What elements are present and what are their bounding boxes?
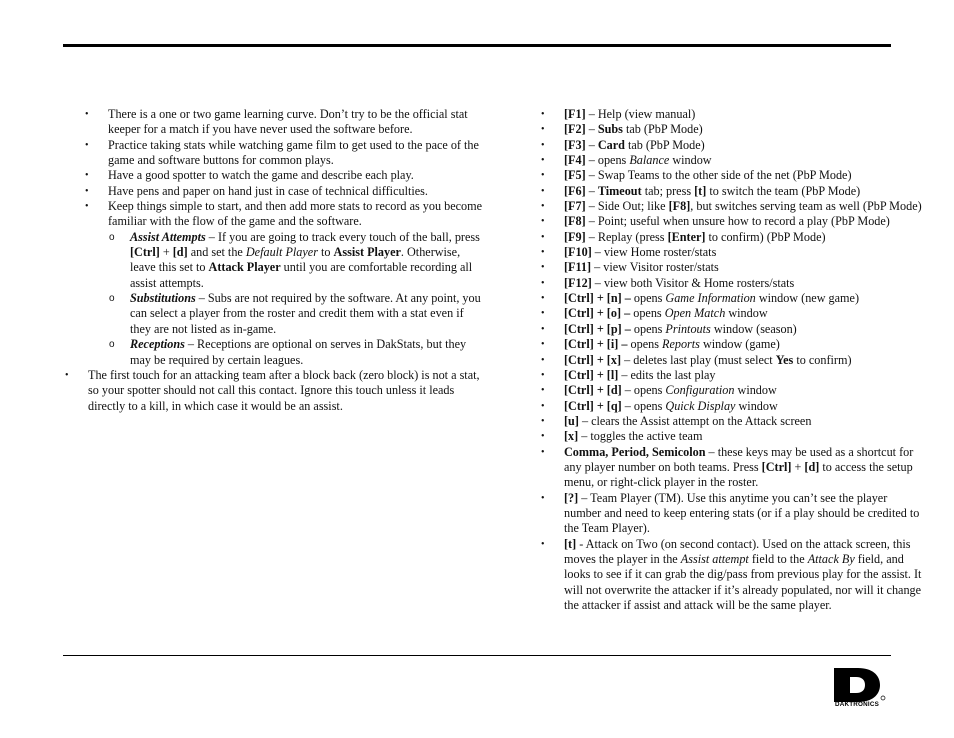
- bullet-icon: •: [85, 109, 89, 120]
- shortcuts-list: [532, 107, 924, 613]
- circle-bullet-icon: o: [109, 293, 115, 305]
- tip-item: [72, 199, 482, 368]
- text-run: Attack Player: [208, 260, 281, 275]
- text-run: [t]: [694, 183, 707, 198]
- bullet-icon: •: [541, 400, 545, 412]
- text-run: – Point; useful when unsure how to record a play (PbP Mode): [585, 214, 890, 229]
- shortcut-item: [532, 245, 924, 260]
- text-run: Assist Attempts: [130, 229, 206, 244]
- text-run: [d]: [804, 459, 820, 474]
- shortcut-item-text: [564, 199, 922, 213]
- bullet-icon: •: [541, 216, 545, 228]
- shortcut-item-text: [564, 491, 919, 536]
- shortcut-item: [532, 260, 924, 275]
- text-run: to confirm): [793, 352, 852, 367]
- text-run: [Ctrl] + [x]: [564, 352, 622, 367]
- text-run: [Ctrl] + [n] –: [564, 291, 631, 306]
- tip-item: [72, 168, 482, 183]
- bullet-icon: •: [541, 323, 545, 335]
- shortcut-item-text: [564, 245, 716, 259]
- text-run: [d]: [172, 245, 188, 260]
- text-run: [F9]: [564, 229, 586, 244]
- text-run: There is a one or two game learning curve. Don’t try to be the official stat keeper for a match if you have never used the software before.: [108, 107, 468, 137]
- text-run: tab (PbP Mode): [622, 122, 703, 137]
- text-run: tab; press: [641, 183, 695, 198]
- bullet-icon: •: [541, 415, 545, 427]
- text-run: window: [725, 306, 768, 321]
- tips-list: [65, 107, 482, 414]
- shortcut-item-text: [564, 168, 852, 182]
- text-run: Open Match: [664, 306, 726, 321]
- text-run: window: [735, 398, 778, 413]
- text-run: – Receptions are optional on serves in DakStats, but they may be required by certain leagues.: [130, 337, 467, 367]
- bullet-icon: •: [541, 124, 545, 136]
- shortcut-item: [532, 168, 924, 183]
- bullet-icon: •: [541, 277, 545, 289]
- text-run: and set the: [187, 245, 246, 260]
- text-run: [Ctrl]: [130, 245, 160, 260]
- text-run: . Otherwise, leave this set to: [130, 245, 461, 275]
- text-run: [Ctrl] + [o] –: [564, 306, 631, 321]
- text-run: The first touch for an attacking team after a block back (zero block) is not a stat, so your spotter should not call this contact. Ignore this touch unless it leads directly to a kill, in which case it would be an assist.: [88, 367, 480, 413]
- text-run: Have pens and paper on hand just in case of technical difficulties.: [108, 183, 428, 198]
- text-run: [F2]: [564, 122, 586, 137]
- bullet-icon: •: [541, 231, 545, 243]
- bullet-icon: •: [541, 109, 545, 120]
- bullet-icon: •: [541, 201, 545, 213]
- shortcut-item: [532, 107, 924, 122]
- shortcut-item: [532, 153, 924, 168]
- text-run: Reports: [662, 337, 700, 352]
- text-run: [Ctrl]: [761, 459, 792, 474]
- text-run: – Subs are not required by the software. At any point, you can select a player from the roster and credit them with a stat even if they are not listed as in-game.: [130, 291, 481, 336]
- text-run: tab (PbP Mode): [624, 137, 705, 152]
- footer-rule: [63, 655, 891, 656]
- text-run: [Ctrl] + [q]: [564, 398, 622, 413]
- text-run: – clears the Assist attempt on the Attack screen: [578, 413, 812, 428]
- circle-bullet-icon: o: [109, 231, 115, 243]
- bullet-icon: •: [85, 185, 89, 197]
- bullet-icon: •: [541, 339, 545, 351]
- shortcut-item: [532, 368, 924, 383]
- shortcut-item-text: [564, 306, 768, 320]
- tip-item: [72, 184, 482, 199]
- text-run: Receptions: [130, 337, 185, 352]
- text-run: Timeout: [597, 183, 642, 198]
- shortcut-item: [532, 184, 924, 199]
- text-run: Default Player: [245, 245, 318, 260]
- text-run: window (game): [699, 337, 780, 352]
- bullet-icon: •: [541, 446, 545, 458]
- text-run: – opens: [621, 398, 666, 413]
- text-run: window: [734, 383, 777, 398]
- text-run: – opens: [621, 383, 666, 398]
- shortcut-item: [532, 491, 924, 537]
- text-run: – opens: [585, 153, 630, 168]
- text-run: [F4]: [564, 153, 586, 168]
- text-run: [F7]: [564, 199, 586, 214]
- text-run: [Enter]: [667, 229, 706, 244]
- text-run: [F12]: [564, 275, 592, 290]
- shortcut-item: [532, 291, 924, 306]
- text-run: window (new game): [755, 291, 860, 306]
- text-run: Assist Player: [333, 245, 401, 260]
- shortcut-item-text: [564, 291, 859, 305]
- text-run: window: [669, 153, 712, 168]
- text-run: –: [585, 137, 598, 152]
- text-run: opens: [627, 337, 662, 352]
- shortcut-item: [532, 306, 924, 321]
- shortcut-item-text: [564, 153, 712, 167]
- shortcut-item: [532, 445, 924, 491]
- bullet-icon: •: [541, 293, 545, 305]
- tip-item-text: [108, 199, 482, 228]
- shortcut-item-text: [564, 445, 913, 490]
- shortcut-item: [532, 276, 924, 291]
- shortcut-item-text: [564, 138, 705, 152]
- sub-list-item: [108, 230, 482, 291]
- shortcut-item: [532, 399, 924, 414]
- bullet-icon: •: [541, 262, 545, 274]
- text-run: , but switches serving team as well (PbP Mode): [690, 199, 922, 214]
- shortcuts-column: [532, 107, 924, 613]
- shortcut-item: [532, 138, 924, 153]
- sub-list: [108, 230, 482, 368]
- bullet-icon: •: [541, 538, 545, 550]
- text-run: – view Visitor roster/stats: [591, 260, 719, 275]
- text-run: until you are comfortable recording all assist attempts.: [130, 260, 473, 290]
- shortcut-item-text: [564, 322, 797, 336]
- shortcut-item-text: [564, 383, 777, 397]
- shortcut-item: [532, 353, 924, 368]
- text-run: [Ctrl] + [i] –: [564, 337, 628, 352]
- bullet-icon: •: [85, 170, 89, 182]
- text-run: – view both Visitor & Home rosters/stats: [591, 275, 795, 290]
- text-run: Printouts: [665, 321, 711, 336]
- text-run: [Ctrl] + [d]: [564, 383, 622, 398]
- bullet-icon: •: [541, 170, 545, 182]
- text-run: [?]: [564, 490, 579, 505]
- shortcut-item: [532, 199, 924, 214]
- tip-item: [62, 368, 482, 414]
- tip-item-text: [108, 168, 414, 182]
- shortcut-item: [532, 322, 924, 337]
- text-run: – these keys may be used as a shortcut for any player number on both teams. Press: [564, 444, 914, 474]
- text-run: +: [159, 245, 173, 260]
- tip-item-text: [108, 184, 428, 198]
- shortcut-item: [532, 537, 924, 614]
- text-run: Comma, Period, Semicolon: [564, 444, 706, 459]
- bullet-icon: •: [541, 139, 545, 151]
- text-run: – view Home roster/stats: [591, 245, 717, 260]
- bullet-icon: •: [85, 139, 89, 151]
- text-run: Yes: [775, 352, 794, 367]
- shortcut-item-text: [564, 429, 702, 443]
- text-run: field, and looks to see if it can grab the dig/pass from previous play for the assist. It will not overwrite the attacker if it’s already populated, nor will it change the attacker if assist and attack will be the same player.: [564, 551, 922, 612]
- sub-list-item-text: [130, 230, 480, 290]
- bullet-icon: •: [541, 385, 545, 397]
- text-run: –: [585, 122, 598, 137]
- shortcut-item-text: [564, 414, 811, 428]
- shortcut-item: [532, 214, 924, 229]
- text-run: [Ctrl] + [l]: [564, 367, 619, 382]
- sub-list-item: [108, 291, 482, 337]
- text-run: Game Information: [665, 291, 756, 306]
- text-run: – Side Out; like: [585, 199, 669, 214]
- bullet-icon: •: [541, 155, 545, 167]
- text-run: – Help (view manual): [585, 107, 696, 121]
- text-run: field to the: [748, 551, 808, 566]
- shortcut-item-text: [564, 107, 695, 121]
- tip-item: [72, 107, 482, 138]
- header-rule: [63, 44, 891, 47]
- bullet-icon: •: [541, 492, 545, 504]
- text-run: [F1]: [564, 107, 586, 121]
- shortcut-item: [532, 337, 924, 352]
- text-run: –: [585, 183, 598, 198]
- text-run: to switch the team (PbP Mode): [706, 183, 861, 198]
- text-run: – Replay (press: [585, 229, 668, 244]
- bullet-icon: •: [541, 431, 545, 443]
- tips-column: [65, 107, 482, 414]
- text-run: +: [791, 459, 805, 474]
- text-run: Have a good spotter to watch the game and describe each play.: [108, 168, 414, 183]
- text-run: [F11]: [564, 260, 592, 275]
- text-run: Subs: [597, 122, 623, 137]
- text-run: Quick Display: [665, 398, 736, 413]
- shortcut-item: [532, 383, 924, 398]
- text-run: – If you are going to track every touch of the ball, press: [205, 229, 480, 244]
- text-run: [t]: [564, 536, 577, 551]
- tip-item-text: [108, 138, 479, 167]
- shortcut-item-text: [564, 230, 826, 244]
- text-run: [x]: [564, 429, 579, 444]
- shortcut-item-text: [564, 214, 890, 228]
- shortcut-item-text: [564, 276, 794, 290]
- text-run: Attack By: [807, 551, 855, 566]
- text-run: Substitutions: [130, 291, 196, 306]
- tip-item-text: [88, 368, 480, 413]
- sub-list-item-text: [130, 337, 466, 366]
- text-run: – Team Player (TM). Use this anytime you can’t see the player number and need to keep entering stats (or if a play should be credited to the Team Player).: [564, 490, 920, 536]
- text-run: Balance: [629, 153, 670, 168]
- text-run: – edits the last play: [618, 367, 716, 382]
- shortcut-item: [532, 230, 924, 245]
- text-run: to confirm) (PbP Mode): [705, 229, 826, 244]
- text-run: Card: [597, 137, 625, 152]
- shortcut-item-text: [564, 260, 719, 274]
- tip-item: [72, 138, 482, 169]
- bullet-icon: •: [541, 354, 545, 366]
- shortcut-item-text: [564, 368, 715, 382]
- bullet-icon: •: [541, 185, 545, 197]
- text-run: - Attack on Two (on second contact). Used on the attack screen, this moves the player in the: [564, 536, 911, 566]
- daktronics-logo-text: DAKTRONICS: [835, 701, 879, 708]
- shortcut-item-text: [564, 537, 921, 612]
- text-run: to access the setup menu, or right-click player in the roster.: [564, 459, 913, 490]
- bullet-icon: •: [541, 308, 545, 320]
- sub-list-item-text: [130, 291, 481, 336]
- shortcut-item-text: [564, 122, 703, 136]
- shortcut-item-text: [564, 353, 852, 367]
- text-run: window (season): [710, 321, 797, 336]
- bullet-icon: •: [541, 247, 545, 259]
- shortcut-item: [532, 414, 924, 429]
- text-run: Assist attempt: [680, 551, 749, 566]
- shortcut-item-text: [564, 184, 860, 198]
- bullet-icon: •: [65, 369, 69, 381]
- text-run: [Ctrl] + [p] –: [564, 321, 631, 336]
- text-run: [u]: [564, 413, 579, 428]
- text-run: [F3]: [564, 137, 586, 152]
- text-run: [F10]: [564, 245, 592, 260]
- text-run: – toggles the active team: [578, 429, 703, 444]
- text-run: opens: [630, 321, 666, 336]
- text-run: Practice taking stats while watching game film to get used to the pace of the game and software buttons for common plays.: [108, 137, 479, 168]
- text-run: [F6]: [564, 183, 586, 198]
- text-run: to: [317, 245, 334, 260]
- shortcut-item-text: [564, 337, 780, 351]
- shortcut-item-text: [564, 399, 778, 413]
- text-run: opens: [630, 306, 665, 321]
- tip-item-text: [108, 107, 468, 136]
- shortcut-item: [532, 429, 924, 444]
- sub-list-item: [108, 337, 482, 368]
- circle-bullet-icon: o: [109, 339, 115, 351]
- text-run: [F8]: [668, 199, 691, 214]
- bullet-icon: •: [541, 369, 545, 381]
- shortcut-item: [532, 122, 924, 137]
- text-run: Configuration: [665, 383, 735, 398]
- text-run: Keep things simple to start, and then add more stats to record as you become familiar with the flow of the game and the software.: [108, 199, 482, 229]
- bullet-icon: •: [85, 201, 89, 213]
- text-run: [F8]: [564, 214, 586, 229]
- text-run: – Swap Teams to the other side of the net (PbP Mode): [585, 168, 852, 183]
- text-run: [F5]: [564, 168, 586, 183]
- text-run: – deletes last play (must select: [621, 352, 776, 367]
- text-run: opens: [630, 291, 666, 306]
